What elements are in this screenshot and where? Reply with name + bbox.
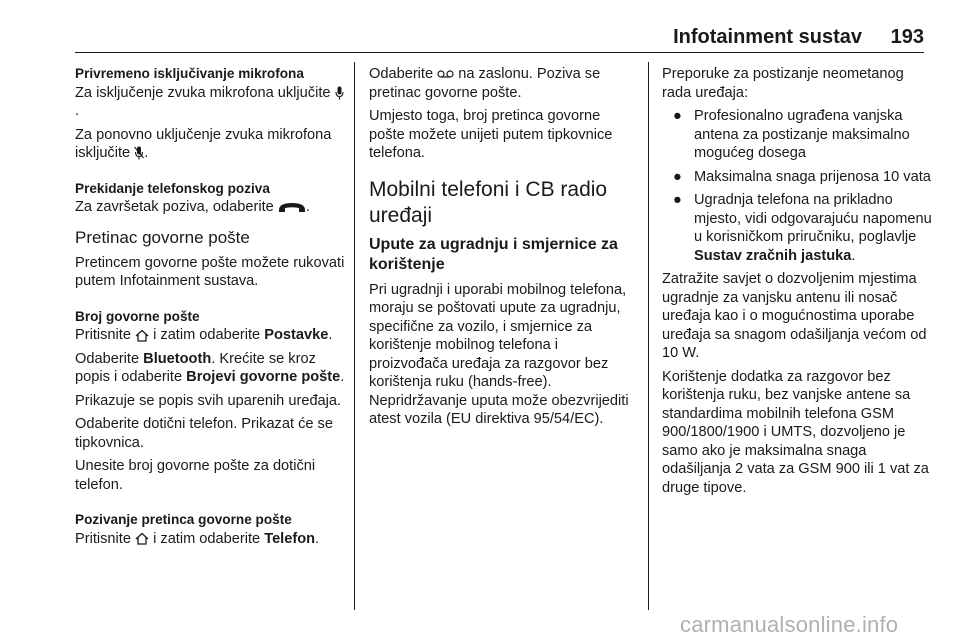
paragraph-voicemail: Pretincem govorne pošte možete rukovati putem Infotainment sustava. [75,254,345,289]
heading-mute-mic: Privremeno isključivanje mikrofona [75,66,304,81]
list-item [662,168,932,187]
recommendation-list [662,107,932,265]
text: Pritisnite [75,530,131,547]
page-title: Infotainment sustav [673,26,862,48]
home-icon [135,532,149,545]
paragraph-recommendations: Preporuke za postizanje neometanog rada uređaja: [662,66,904,101]
paragraph-unmute: Za ponovno uključenje zvuka mikrofona isključite . [75,126,332,161]
page-number: 193 [890,26,924,48]
bold-term: Brojevi govorne pošte [186,369,341,385]
microphone-icon [335,86,344,100]
paragraph-select-phone: Odaberite dotični telefon. Prikazat će se tipkovnica. [75,416,333,451]
text: i zatim odaberite [153,530,261,547]
text: Za završetak poziva, odaberite [75,199,274,215]
column-right [662,65,932,502]
paragraph-device-list: Prikazuje se popis svih uparenih uređaja. [75,392,342,409]
paragraph-installation: Pri ugradnji i uporabi mobilnog telefona, moraju se poštovati upute za ugradnju, specifične za vozilo, i smjernice za korištenje mobilnog telefona i proizvođača uređaja za razgovor bez korištenja ruku (hands-free). Nepridržavanje uputa može obezvrijediti atest vozila (EU direktiva 95/54/EC). [369,281,629,427]
end-call-icon [278,201,306,213]
bullet: ● [673,192,682,208]
voicemail-icon [437,69,454,79]
heading-voicemail-number: Broj govorne pošte [75,308,200,324]
paragraph-select-voicemail [369,65,635,102]
paragraph-number: Pritisnite i zatim odaberite Postavke. [75,327,333,343]
bullet: ● [673,108,682,124]
text: Odaberite [369,66,434,82]
paragraph-call: Pritisnite i zatim odaberite Telefon. [75,530,320,547]
bold-term: Bluetooth [143,350,212,367]
text: Maksimalna snaga prijenosa 10 vata [694,168,931,185]
paragraph-alternative: Umjesto toga, broj pretinca govorne pošte možete unijeti putem tipkovnice telefona. [369,108,613,161]
text: Za ponovno uključenje zvuka mikrofona isključite [75,126,332,161]
text: Za isključenje zvuka mikrofona uključite [75,84,331,101]
paragraph-usage: Korištenje dodatka za razgovor bez korištenja ruku, bez vanjske antene sa standardima mobilnih telefona GSM 900/1800/1900 i UMTS, dozvoljeno je samo ako je maksimalna snaga odašiljanja 2 vata za GSM 900 ili 1 vat za druge tipove. [662,368,929,496]
text: Profesionalno ugrađena vanjska antena za postizanje maksimalno mogućeg dosega [694,108,910,161]
bold-term: Sustav zračnih jastuka [694,247,852,264]
column-divider [648,62,649,610]
text: i zatim odaberite [153,327,261,343]
heading-voicemail: Pretinac govorne pošte [75,227,250,247]
bullet: ● [673,168,682,185]
paragraph-end-call: Za završetak poziva, odaberite . [75,199,310,215]
heading-installation: Upute za ugradnju i smjernice za korištenje [369,235,618,273]
paragraph-bluetooth: Odaberite Bluetooth. Krećite se kroz popis i odaberite Brojevi govorne pošte. [75,350,345,385]
list-item [662,107,932,163]
list-item: ● Ugradnja telefona na prikladno mjesto, vidi odgovarajuću napomenu u korisničkom priručniku, poglavlje Sustav zračnih jastuka. [673,192,932,264]
bold-term: Telefon [264,530,316,547]
text: na zaslonu. Poziva se pretinac govorne pošte. [369,66,601,101]
column-left [75,65,345,553]
heading-end-call: Prekidanje telefonskog poziva [75,180,270,196]
column-middle [369,65,635,434]
bold-term: Postavke [264,327,329,343]
heading-call-voicemail: Pozivanje pretinca govorne pošte [75,512,292,527]
home-icon [135,329,149,342]
paragraph-advice: Zatražite savjet o dozvoljenim mjestima ugradnje za vanjsku antenu ili nosač uređaja kao i o mogućnostima uporabe uređaja sa snagom odašiljanja većom od 10 W. [662,271,927,361]
watermark: carmanualsonline.info [680,612,899,637]
text: Odaberite [75,350,140,367]
text: Pritisnite [75,327,131,343]
text: Ugradnja telefona na prikladno mjesto, vidi odgovarajuću napomenu u korisničkom priručniku, poglavlje [694,192,932,245]
paragraph-mute: Za isključenje zvuka mikrofona uključite . [75,84,345,121]
column-divider [354,62,355,610]
microphone-off-icon [134,146,144,160]
text: . Krećite se kroz popis i odaberite [75,350,316,385]
page-header [75,26,924,53]
heading-mobile-phones: Mobilni telefoni i CB radio uređaji [369,177,608,227]
paragraph-enter-number: Unesite broj govorne pošte za dotični telefon. [75,458,316,493]
